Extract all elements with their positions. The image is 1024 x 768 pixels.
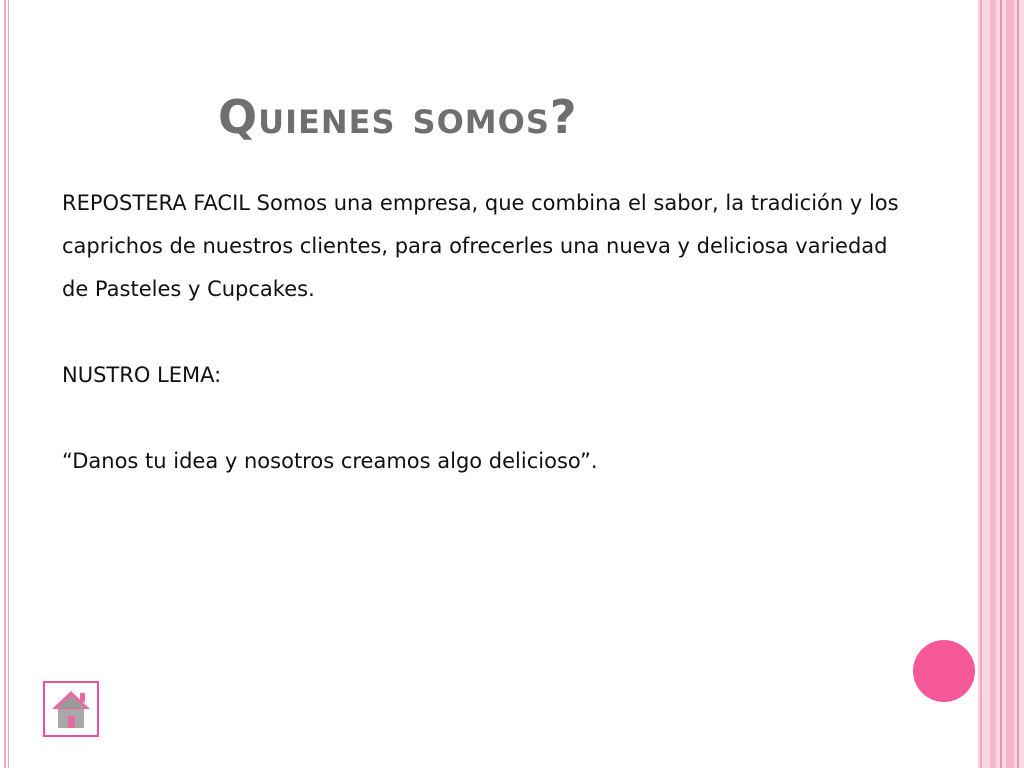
left-border-line — [8, 0, 9, 768]
motto-label: NUSTRO LEMA: — [62, 363, 222, 387]
home-button[interactable] — [43, 681, 99, 737]
left-border-line — [4, 0, 6, 768]
slide-title: Quienes somos? — [218, 90, 578, 144]
decorative-stripe — [990, 0, 996, 768]
motto-text: “Danos tu idea y nosotros creamos algo delicioso”. — [62, 449, 598, 473]
decorative-circle — [913, 640, 975, 702]
decorative-stripe — [1017, 0, 1019, 768]
decorative-stripe — [1000, 0, 1002, 768]
home-icon — [49, 687, 93, 731]
decorative-stripe — [1006, 0, 1014, 768]
intro-paragraph: REPOSTERA FACIL Somos una empresa, que combina el sabor, la tradición y los caprichos de nuestros clientes, para ofrecerles una nueva y deliciosa variedad de Pasteles y Cupcakes. — [62, 191, 899, 301]
decorative-stripe — [980, 0, 982, 768]
slide-body — [62, 182, 902, 483]
